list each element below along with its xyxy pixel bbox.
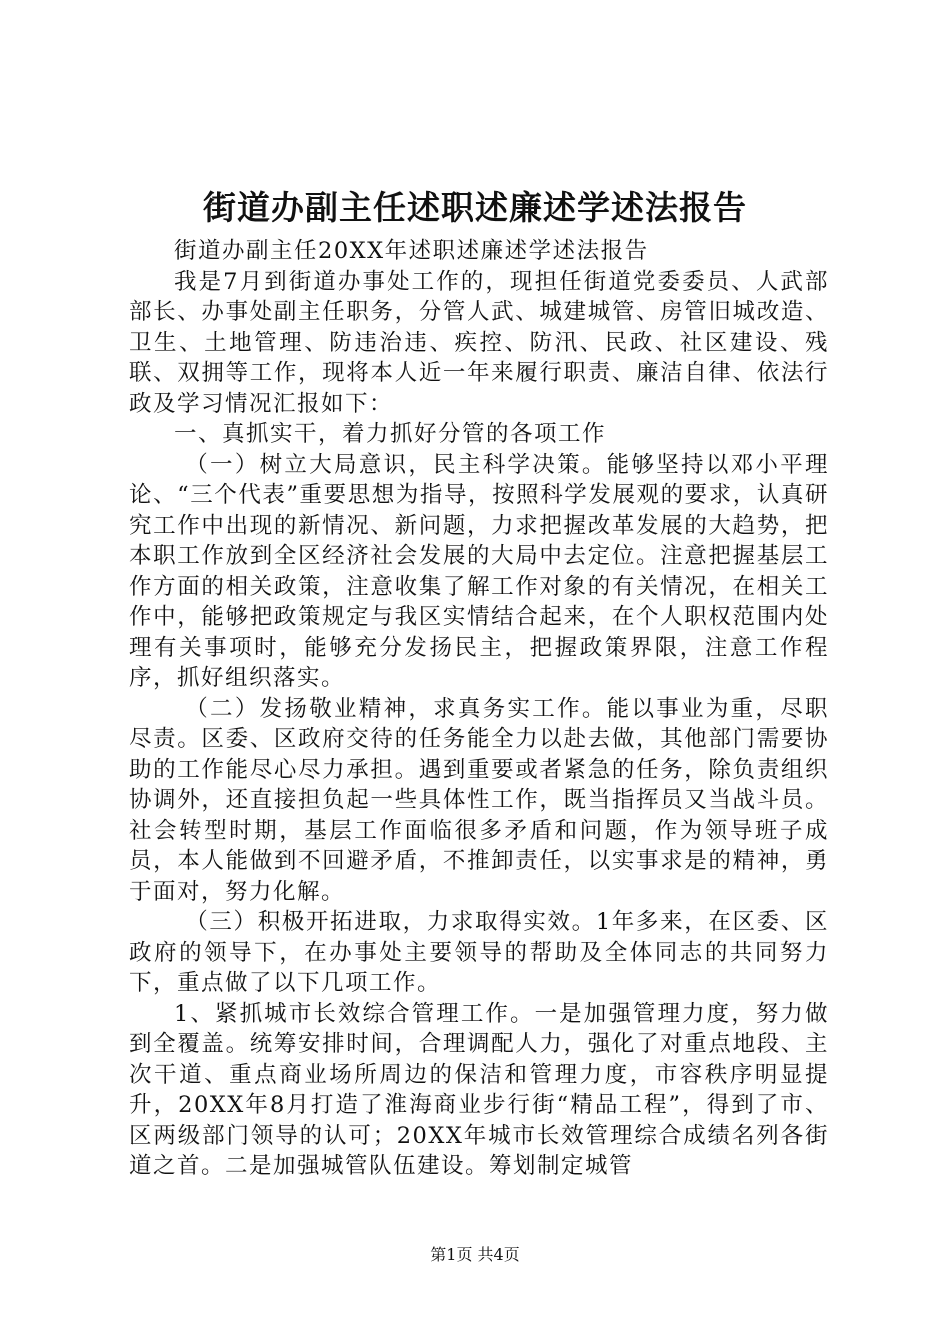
page-footer: 第1页 共4页 (430, 1245, 520, 1264)
document-body (129, 236, 829, 1182)
item-1-paragraph: 1、紧抓城市长效综合管理工作。一是加强管理力度，努力做到全覆盖。统筹安排时间，合理调配人力，强化了对重点地段、主次干道、重点商业场所周边的保洁和管理力度，市容秩序明显提升，20XX年8月打造了淮海商业步行街“精品工程”，得到了市、区两级部门领导的认可；20XX年城市长效管理综合成绩名列各街道之首。二是加强城管队伍建设。筹划制定城管 (129, 1000, 829, 1179)
subsection-1-paragraph: （一）树立大局意识，民主科学决策。能够坚持以邓小平理论、“三个代表”重要思想为指导，按照科学发展观的要求，认真研究工作中出现的新情况、新问题，力求把握改革发展的大趋势，把本职工作放到全区经济社会发展的大局中去定位。注意把握基层工作方面的相关政策，注意收集了解工作对象的有关情况，在相关工作中，能够把政策规定与我区实情结合起来，在个人职权范围内处理有关事项时，能够充分发扬民主，把握政策界限，注意工作程序，抓好组织落实。 (129, 451, 829, 691)
document-title: 街道办副主任述职述廉述学述法报告 (203, 188, 747, 227)
section-heading-1: 一、真抓实干，着力抓好分管的各项工作 (174, 421, 607, 447)
report-subtitle-paragraph: 街道办副主任20XX年述职述廉述学述法报告 (174, 238, 649, 264)
intro-paragraph: 我是7月到街道办事处工作的，现担任街道党委委员、人武部部长、办事处副主任职务，分管人武、城建城管、房管旧城改造、卫生、土地管理、防违治违、疾控、防汛、民政、社区建设、残联、双拥等工作，现将本人近一年来履行职责、廉洁自律、依法行政及学习情况汇报如下： (129, 268, 829, 417)
subsection-3-paragraph: （三）积极开拓进取，力求取得实效。1年多来，在区委、区政府的领导下，在办事处主要领导的帮助及全体同志的共同努力下，重点做了以下几项工作。 (129, 909, 829, 996)
subsection-2-paragraph: （二）发扬敬业精神，求真务实工作。能以事业为重，尽职尽责。区委、区政府交待的任务能全力以赴去做，其他部门需要协助的工作能尽心尽力承担。遇到重要或者紧急的任务，除负责组织协调外，还直接担负起一些具体性工作，既当指挥员又当战斗员。社会转型时期，基层工作面临很多矛盾和问题，作为领导班子成员，本人能做到不回避矛盾，不推卸责任，以实事求是的精神，勇于面对，努力化解。 (129, 695, 829, 905)
